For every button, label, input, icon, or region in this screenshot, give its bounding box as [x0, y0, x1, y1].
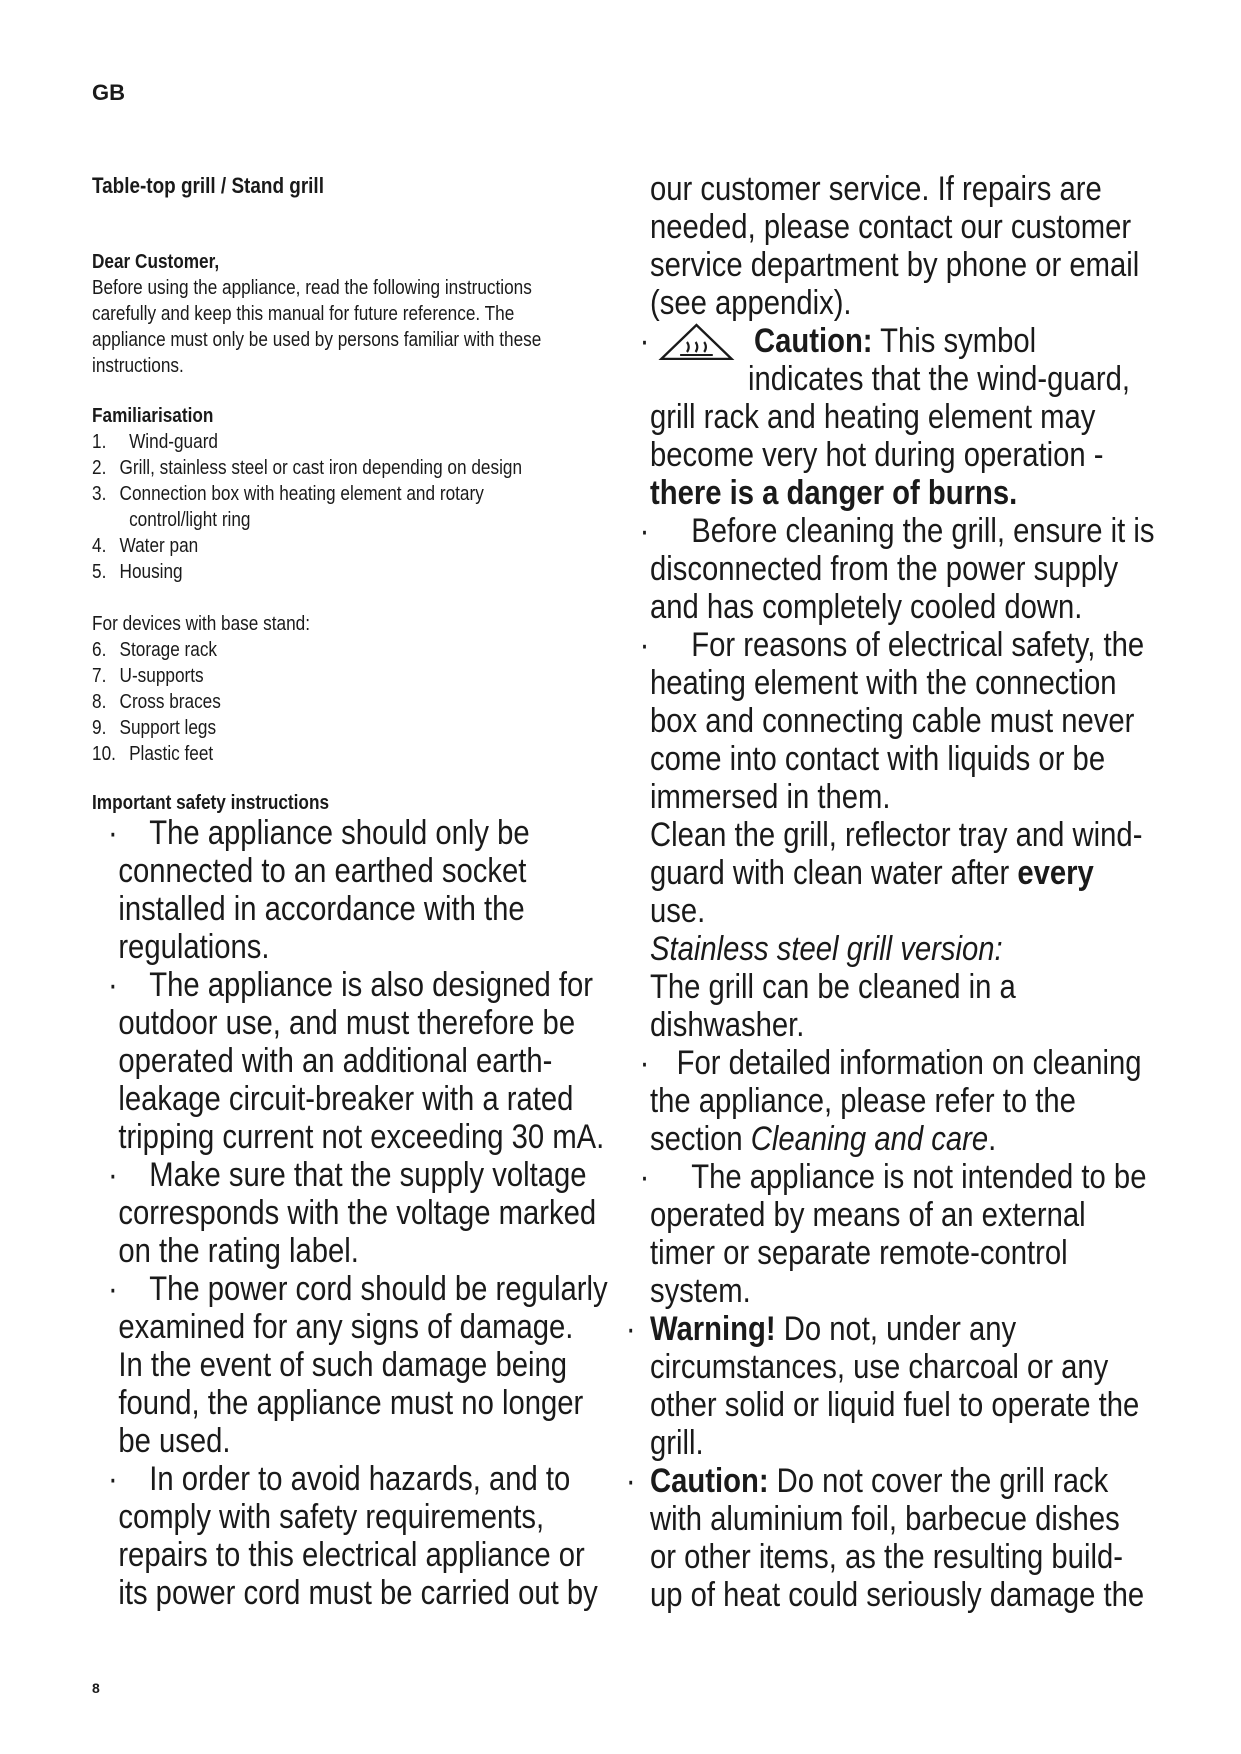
text-line: immersed in them.	[650, 778, 891, 816]
list-item	[92, 533, 522, 559]
intro-line: carefully and keep this manual for future reference. The	[92, 303, 515, 325]
intro-section	[92, 249, 541, 379]
base-stand-heading: For devices with base stand:	[92, 613, 310, 635]
item-text: control/light ring	[119, 509, 251, 531]
item-number: 6.	[92, 639, 107, 661]
bullet: ·	[625, 1310, 636, 1348]
bullet: ·	[625, 1462, 636, 1500]
text-line: disconnected from the power supply	[650, 550, 1119, 588]
safety-line: examined for any signs of damage.	[118, 1308, 574, 1346]
safety-right-column: our customer service. If repairs are needed, please contact our customer service department by phone or email (see appendix). · Caution: This symbol indicates that the wind-guard, grill rack and heating element may become very hot during operation - there is a danger of burns. · Before cleaning the grill, ensure it is disconnected from the power supply and has completely cooled down. · For reasons of electrical safety, the heating element with the connection box and connecting cable must never come into contact with liquids or be immersed in them. Clean the grill, reflector tray and wind- guard with clean water after every use. Stainless steel grill version: The grill can be cleaned in a dishwasher. · For detailed information on cleaning the appliance, please refer to the section Cleaning and care. · The appliance is not intended to be operated by means of an external timer or separate remote-control system. · Warning! Do not, under any circumstances, use charcoal or any other solid or liquid fuel to operate the grill. · Caution: Do not cover the grill rack with aluminium foil, barbecue dishes or other items, as the resulting build- up of heat could seriously damage the	[625, 170, 1155, 1614]
emphasis-every: every	[1017, 854, 1094, 892]
list-item	[92, 715, 522, 741]
intro-line: instructions.	[92, 355, 184, 377]
section-reference: Cleaning and care	[750, 1120, 989, 1158]
item-text: U-supports	[119, 665, 204, 687]
safety-line: · The appliance is also designed for	[108, 966, 594, 1004]
text-line: up of heat could seriously damage the	[650, 1576, 1145, 1614]
safety-heading: Important safety instructions	[92, 792, 330, 814]
safety-line: tripping current not exceeding 30 mA.	[118, 1118, 605, 1156]
familiarisation-heading: Familiarisation	[92, 405, 214, 427]
text-line: use.	[650, 892, 706, 930]
bullet: ·	[639, 322, 650, 360]
text-line: section Cleaning and care.	[650, 1120, 997, 1158]
list-item	[92, 637, 522, 663]
list-item	[92, 507, 522, 533]
hot-surface-warning-icon	[658, 322, 735, 360]
familiarisation-section	[92, 403, 522, 767]
caution-label: Caution:	[753, 322, 873, 360]
item-text: Support legs	[119, 717, 217, 739]
text-line: grill rack and heating element may	[650, 398, 1096, 436]
list-item	[92, 455, 522, 481]
item-number: 10.	[92, 743, 116, 765]
text-line: box and connecting cable must never	[650, 702, 1135, 740]
text-line: grill.	[650, 1424, 704, 1462]
language-code: GB	[92, 80, 125, 105]
safety-line: leakage circuit-breaker with a rated	[118, 1080, 574, 1118]
text-line: our customer service. If repairs are	[650, 170, 1102, 208]
list-item	[92, 741, 522, 767]
list-item	[92, 559, 522, 585]
item-text: Plastic feet	[119, 743, 214, 765]
item-text: Grill, stainless steel or cast iron depending on design	[119, 457, 523, 479]
text-line: with aluminium foil, barbecue dishes	[650, 1500, 1120, 1538]
safety-line: · The power cord should be regularly	[108, 1270, 608, 1308]
text-line: timer or separate remote-control	[650, 1234, 1068, 1272]
text-line: service department by phone or email	[650, 246, 1140, 284]
text-line: guard with clean water after every	[650, 854, 1094, 892]
item-text: Water pan	[119, 535, 199, 557]
text-line: The grill can be cleaned in a	[650, 968, 1016, 1006]
item-text: Connection box with heating element and rotary	[119, 483, 484, 505]
bullet: ·	[108, 1270, 118, 1308]
item-number: 4.	[92, 535, 107, 557]
item-text: Housing	[119, 561, 183, 583]
safety-line: on the rating label.	[118, 1232, 359, 1270]
item-number: 8.	[92, 691, 107, 713]
caution-label: Caution:	[650, 1462, 769, 1500]
text-line: operated by means of an external	[650, 1196, 1086, 1234]
bullet: ·	[108, 814, 118, 852]
safety-line: operated with an additional earth-	[118, 1042, 553, 1080]
text-line: other solid or liquid fuel to operate the	[650, 1386, 1140, 1424]
page-number: 8	[92, 1680, 100, 1696]
item-number: 2.	[92, 457, 107, 479]
safety-line: comply with safety requirements,	[118, 1498, 545, 1536]
list-item	[92, 481, 522, 507]
text-line: or other items, as the resulting build-	[650, 1538, 1123, 1576]
safety-line: installed in accordance with the	[118, 890, 525, 928]
item-text: Storage rack	[119, 639, 218, 661]
safety-line: connected to an earthed socket	[118, 852, 527, 890]
safety-line: found, the appliance must no longer	[118, 1384, 584, 1422]
text-line: heating element with the connection	[650, 664, 1117, 702]
text-line: dishwasher.	[650, 1006, 805, 1044]
item-text: Cross braces	[119, 691, 221, 713]
safety-line: repairs to this electrical appliance or	[118, 1536, 585, 1574]
item-text: Wind-guard	[119, 431, 218, 453]
text-line: come into contact with liquids or be	[650, 740, 1106, 778]
text-line: become very hot during operation -	[650, 436, 1104, 474]
item-number: 5.	[92, 561, 107, 583]
bullet: ·	[639, 1044, 650, 1082]
intro-line: appliance must only be used by persons familiar with these	[92, 329, 542, 351]
text-line: the appliance, please refer to the	[650, 1082, 1076, 1120]
item-number: 9.	[92, 717, 107, 739]
bullet: ·	[108, 1460, 118, 1498]
item-number: 7.	[92, 665, 107, 687]
bullet: ·	[639, 512, 650, 550]
text-line: needed, please contact our customer	[650, 208, 1132, 246]
safety-left-column	[108, 814, 608, 1612]
text-line: system.	[650, 1272, 751, 1310]
safety-line: outdoor use, and must therefore be	[118, 1004, 576, 1042]
text-line: (see appendix).	[650, 284, 852, 322]
intro-heading: Dear Customer,	[92, 251, 220, 273]
text-line: and has completely cooled down.	[650, 588, 1083, 626]
safety-line: · In order to avoid hazards, and to	[108, 1460, 571, 1498]
safety-line: corresponds with the voltage marked	[118, 1194, 597, 1232]
stainless-version-heading: Stainless steel grill version:	[650, 930, 1003, 968]
safety-line: · Make sure that the supply voltage	[108, 1156, 587, 1194]
warning-label: Warning!	[650, 1310, 776, 1348]
bullet: ·	[108, 966, 118, 1004]
caution-line: · Caution: This symbol	[639, 322, 1037, 360]
list-item	[92, 663, 522, 689]
text-line: indicates that the wind-guard,	[748, 360, 1131, 398]
danger-text: there is a danger of burns.	[650, 474, 1018, 512]
list-item	[92, 429, 522, 455]
list-item	[92, 689, 522, 715]
safety-line: be used.	[118, 1422, 231, 1460]
safety-line: regulations.	[118, 928, 270, 966]
bullet: ·	[639, 626, 650, 664]
text-line: circumstances, use charcoal or any	[650, 1348, 1109, 1386]
text-line: Clean the grill, reflector tray and wind-	[650, 816, 1143, 854]
safety-line: In the event of such damage being	[118, 1346, 567, 1384]
item-number: 1.	[92, 431, 107, 453]
safety-line: its power cord must be carried out by	[118, 1574, 598, 1612]
bullet: ·	[108, 1156, 118, 1194]
page-title: Table-top grill / Stand grill	[92, 173, 324, 198]
safety-line: · The appliance should only be	[108, 814, 530, 852]
intro-line: Before using the appliance, read the following instructions	[92, 277, 532, 299]
item-number: 3.	[92, 483, 107, 505]
bullet: ·	[639, 1158, 650, 1196]
